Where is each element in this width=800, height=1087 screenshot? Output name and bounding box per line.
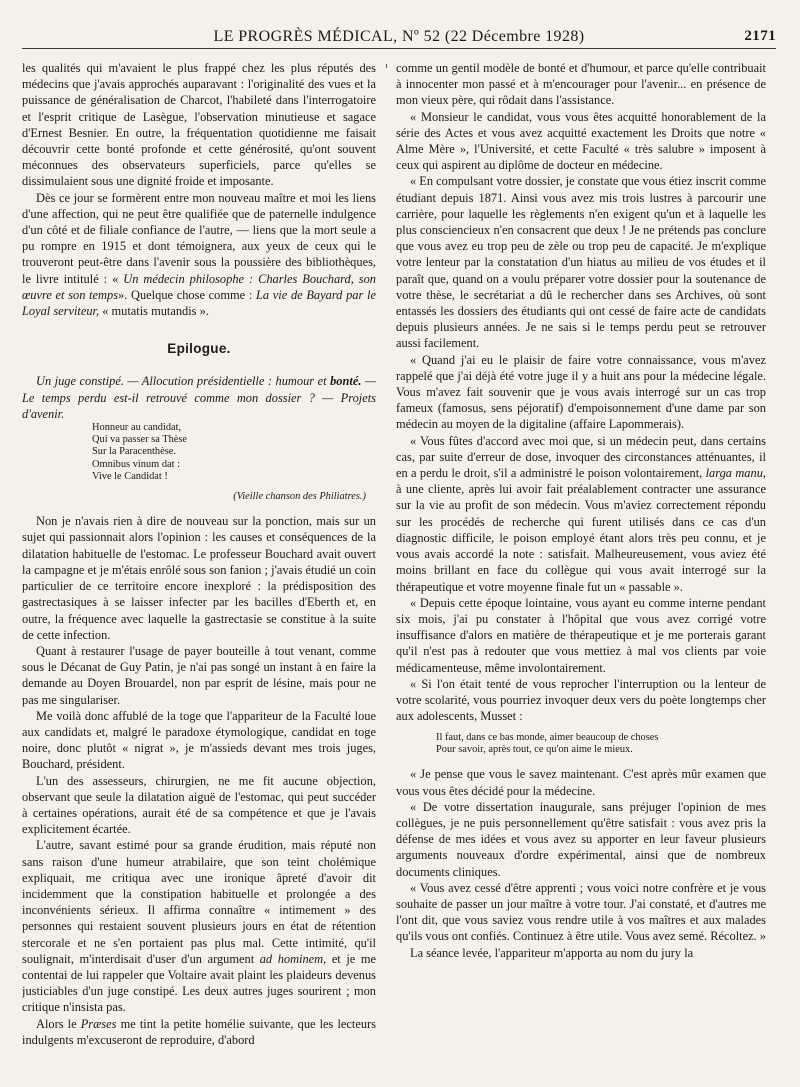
paragraph: Quant à restaurer l'usage de payer bouteille à tout venant, comme sous le Décanat de Guy Patin, je n'ai pas songé un instant à en faire la demande au Doyen Brouardel, non par esprit de lésine, mais pour ne pas me singulariser. [22,643,376,707]
paragraph: L'autre, savant estimé pour sa grande érudition, mais réputé non sans raison d'une humeur atrabilaire, que son teint cholémique expliquait, me critiqua avec une ironique âpreté d'avoir dit incidemment que la constipation habituelle et prolongée a des inconvénients sérieux. Il affirma connaître « intimement » des personnes qui restaient souvent plusieurs jours en état de rétention stercorale et ne s'en portaient pas plus mal. Cette intimité, qu'il soulignait, m'interdisait d'user d'un argument ad hominem, et je me contentai de lui rappeler que Voltaire avait plaint les plaideurs devenus justiciables d'un juge constipé. Les deux autres juges sourirent ; mon critique n'insista pas. [22,838,376,1015]
verse-epigraph [92,422,376,483]
verse-line: Qui va passer sa Thèse [92,434,188,446]
paragraph: Non je n'avais rien à dire de nouveau sur la ponction, mais sur un sujet qui passionnait alors l'opinion : les causes et conséquences de la dilatation habituelle de l'estomac. Le professeur Bouchard avait ouvert la campagne et je m'étais enrôlé sous son fanion ; j'avais étudié un coin particulier de ce territoire encore inexploré : la prédisposition des gastrectasiques à se laisser infecter par les bacilles d'Eberth et, en outre, la fréquence avec laquelle la gastrectasie se constitue à la suite de cette infection. [22,514,376,642]
book-title-2: La vie de Bayard par le Loyal serviteur, [22,287,376,319]
verse-line: Pour savoir, après tout, ce qu'on aime le mieux. [436,744,633,756]
paragraph: « Si l'on était tenté de vous reprocher l'interruption ou la lenteur de votre scolarité, vous pourriez invoquer deux vers du poète longtemps cher aux adolescents, Musset : [396,676,766,724]
paragraph: « En compulsant votre dossier, je constate que vous étiez inscrit comme étudiant depuis 1871. Ainsi vous avez mis trois lustres à parcourir une carrière, pour laquelle les règlements n'en exigent qu'un et à laquelle les plus consciencieux n'en consacrent que deux ! Je ne prétends pas conclure que vous avez eu trop peu de zèle ou trop peu de capacité. Je m'explique votre lenteur par la constatation d'un hiatus au milieu de vos études et il paraît que, quand on a voulu préparer votre dossier pour la soutenance de votre thèse, le secrétariat a dû le rechercher dans ses Archives, où sont entassés les dossiers des étudiants qui ont cessé de faire acte de candidats depuis plusieurs années. Je ne sais si le temps perdu peut se retrouver aussi facilement. [396,174,766,351]
paragraph: « Vous avez cessé d'être apprenti ; vous voici notre confrère et je vous souhaite de passer un jour maître à votre tour. J'ai constaté, et d'autres me l'ont dit, que vous saviez vous rendre utile à vos maîtres et aux malades qu'ils vous ont confiés. Continuez à être utile. Vous avez semé. Récoltez. » [396,880,766,944]
verse-line: Vive le Candidat ! [92,470,168,482]
section-heading: Epilogue. [167,341,231,357]
verse-attribution: (Vieille chanson des Philiatres.) [233,491,366,503]
journal-title: LE PROGRÈS MÉDICAL, Nº 52 (22 Décembre 1928) [213,28,585,45]
running-header [22,26,776,49]
paragraph: Dès ce jour se formèrent entre mon nouveau maître et moi les liens d'une affection, qui ne peut être qualifiée que de paternelle indulgence d'un côté et de filiale confiance de l'autre, — liens que la mort seule a pu rompre en 1915 et dont témoignera, aux yeux de ceux qui le trouveront peut-être dans l'avenir sous la poussière des bibliothèques, le livre intitulé : « Un médecin philosophe : Charles Bouchard, son œuvre et son temps». Quelque chose comme : La vie de Bayard par le Loyal serviteur, « mutatis mutandis ». [22,190,376,319]
paragraph: L'un des assesseurs, chirurgien, ne me fit aucune objection, observant que seule la dilatation aiguë de l'estomac, qui peut succéder à certaines opérations, aurait été de sa compétence et que je l'avais explicitement écartée. [22,773,376,837]
right-column [396,60,766,1080]
paragraph: Alors le Præses me tint la petite homélie suivante, que les lecteurs indulgents m'excuseront de reproduire, d'abord [22,1016,376,1047]
book-title: Un médecin philosophe : Charles Bouchard, son œuvre et son temps [22,271,376,302]
verse-line: Il faut, dans ce bas monde, aimer beaucoup de choses [436,732,659,744]
musset-verse [436,732,766,756]
paragraph: comme un gentil modèle de bonté et d'humour, et parce qu'elle contribuait à innocenter mon passé et à m'encourager pour l'avenir... en présence de mon vieux père, qui rôdait dans l'assistance. [396,61,766,108]
paragraph: La séance levée, l'appariteur m'apporta au nom du jury la [410,945,694,960]
page-number: 2171 [744,28,776,44]
left-column [22,60,376,1080]
verse-line: Omnibus vinum dat : [92,458,181,470]
paragraph: Me voilà donc affublé de la toge que l'appariteur de la Faculté loue aux candidats et, malgré le paradoxe étymologique, candidat en toge noire, donc plutôt « nigrat », je m'assieds devant mes trois juges, Bouchard, président. [22,708,376,772]
verse-line: Honneur au candidat, [92,422,182,434]
paragraph: « Vous fûtes d'accord avec moi que, si un médecin peut, dans certains cas, par suite d'erreur de dose, invoquer des circonstances atténuantes, il en a perdu le droit, s'il a administré le poison volontairement, larga manu, à une cliente, après lui avoir fait préalablement contracter une assurance sur la vie au profit de son médecin. Vous m'aviez correctement répondu sur les procédés de recherche qui furent utilisés dans ce cas d'un diagnostic difficile, le poison employé étant alors très peu connu, et je vous avais accordé la note : satisfait. Malheureusement, vous aviez été moins brillant en face du collègue qui vous avait interrogé sur la thérapeutique et votre moyenne finale fut un « passable ». [396,433,766,594]
paragraph: les qualités qui m'avaient le plus frappé chez les plus réputés des médecins que j'avais approchés auparavant : l'originalité des vues et la puissance de généralisation de Charcot, l'habileté dans l'interrogatoire et l'esprit critique de Lasègue, l'observation minutieuse et sagace d'Ernest Besnier. En outre, la fréquentation quotidienne me faisait découvrir cette bonté profonde et cette générosité, qu'ont souvent méconnues des observateurs superficiels, parce qu'elles se dissimulaient sous une dignité froide et imposante. [22,61,376,189]
verse-line: Sur la Paracenthèse. [92,446,176,458]
column-divider-mark [386,64,387,68]
paragraph: « De votre dissertation inaugurale, sans préjuger l'opinion de mes collègues, je ne puis personnellement qu'être satisfait : vous avez pris la défense de mes idées et vous avez su apporter en leur faveur plusieurs arguments nouveaux d'ordre expérimental, ainsi que de nombreux documents cliniques. [396,799,766,879]
paragraph: « Depuis cette époque lointaine, vous ayant eu comme interne pendant six mois, j'ai pu constater à l'hôpital que vous avez corrigé votre insuffisance d'alors en matière de thérapeutique et je me porterais garant qu'il n'est pas à redouter que vous mettiez à mal vos clients par voie médicamenteuse, même involontairement. [396,595,766,675]
paragraph: « Monsieur le candidat, vous vous êtes acquitté honorablement de la série des Actes et vous avez acquitté exactement les Droits que notre « Alme Mère », l'Université, et cette Faculté « très salubre » imposent à ceux qui aspirent au diplôme de docteur en médecine. [396,109,766,173]
paragraph: « Quand j'ai eu le plaisir de faire votre connaissance, vous m'avez rappelé que j'ai déjà été votre juge il y a huit ans pour la médecine légale. Vous m'avez fait souvenir que je vous avais interrogé sur un cas trop fameux (famosus, sens péjoratif) d'empoisonnement d'une dame par son médecin au moyen de la digitaline (affaire Lapommerais). [396,352,766,432]
section-summary: Un juge constipé. — Allocution présidentielle : humour et bonté. — Le temps perdu est-il retrouvé comme mon dossier ? — Projets d'avenir. [22,374,376,421]
paragraph: « Je pense que vous le savez maintenant. C'est après mûr examen que vous vous êtes décidé pour la médecine. [396,767,766,798]
